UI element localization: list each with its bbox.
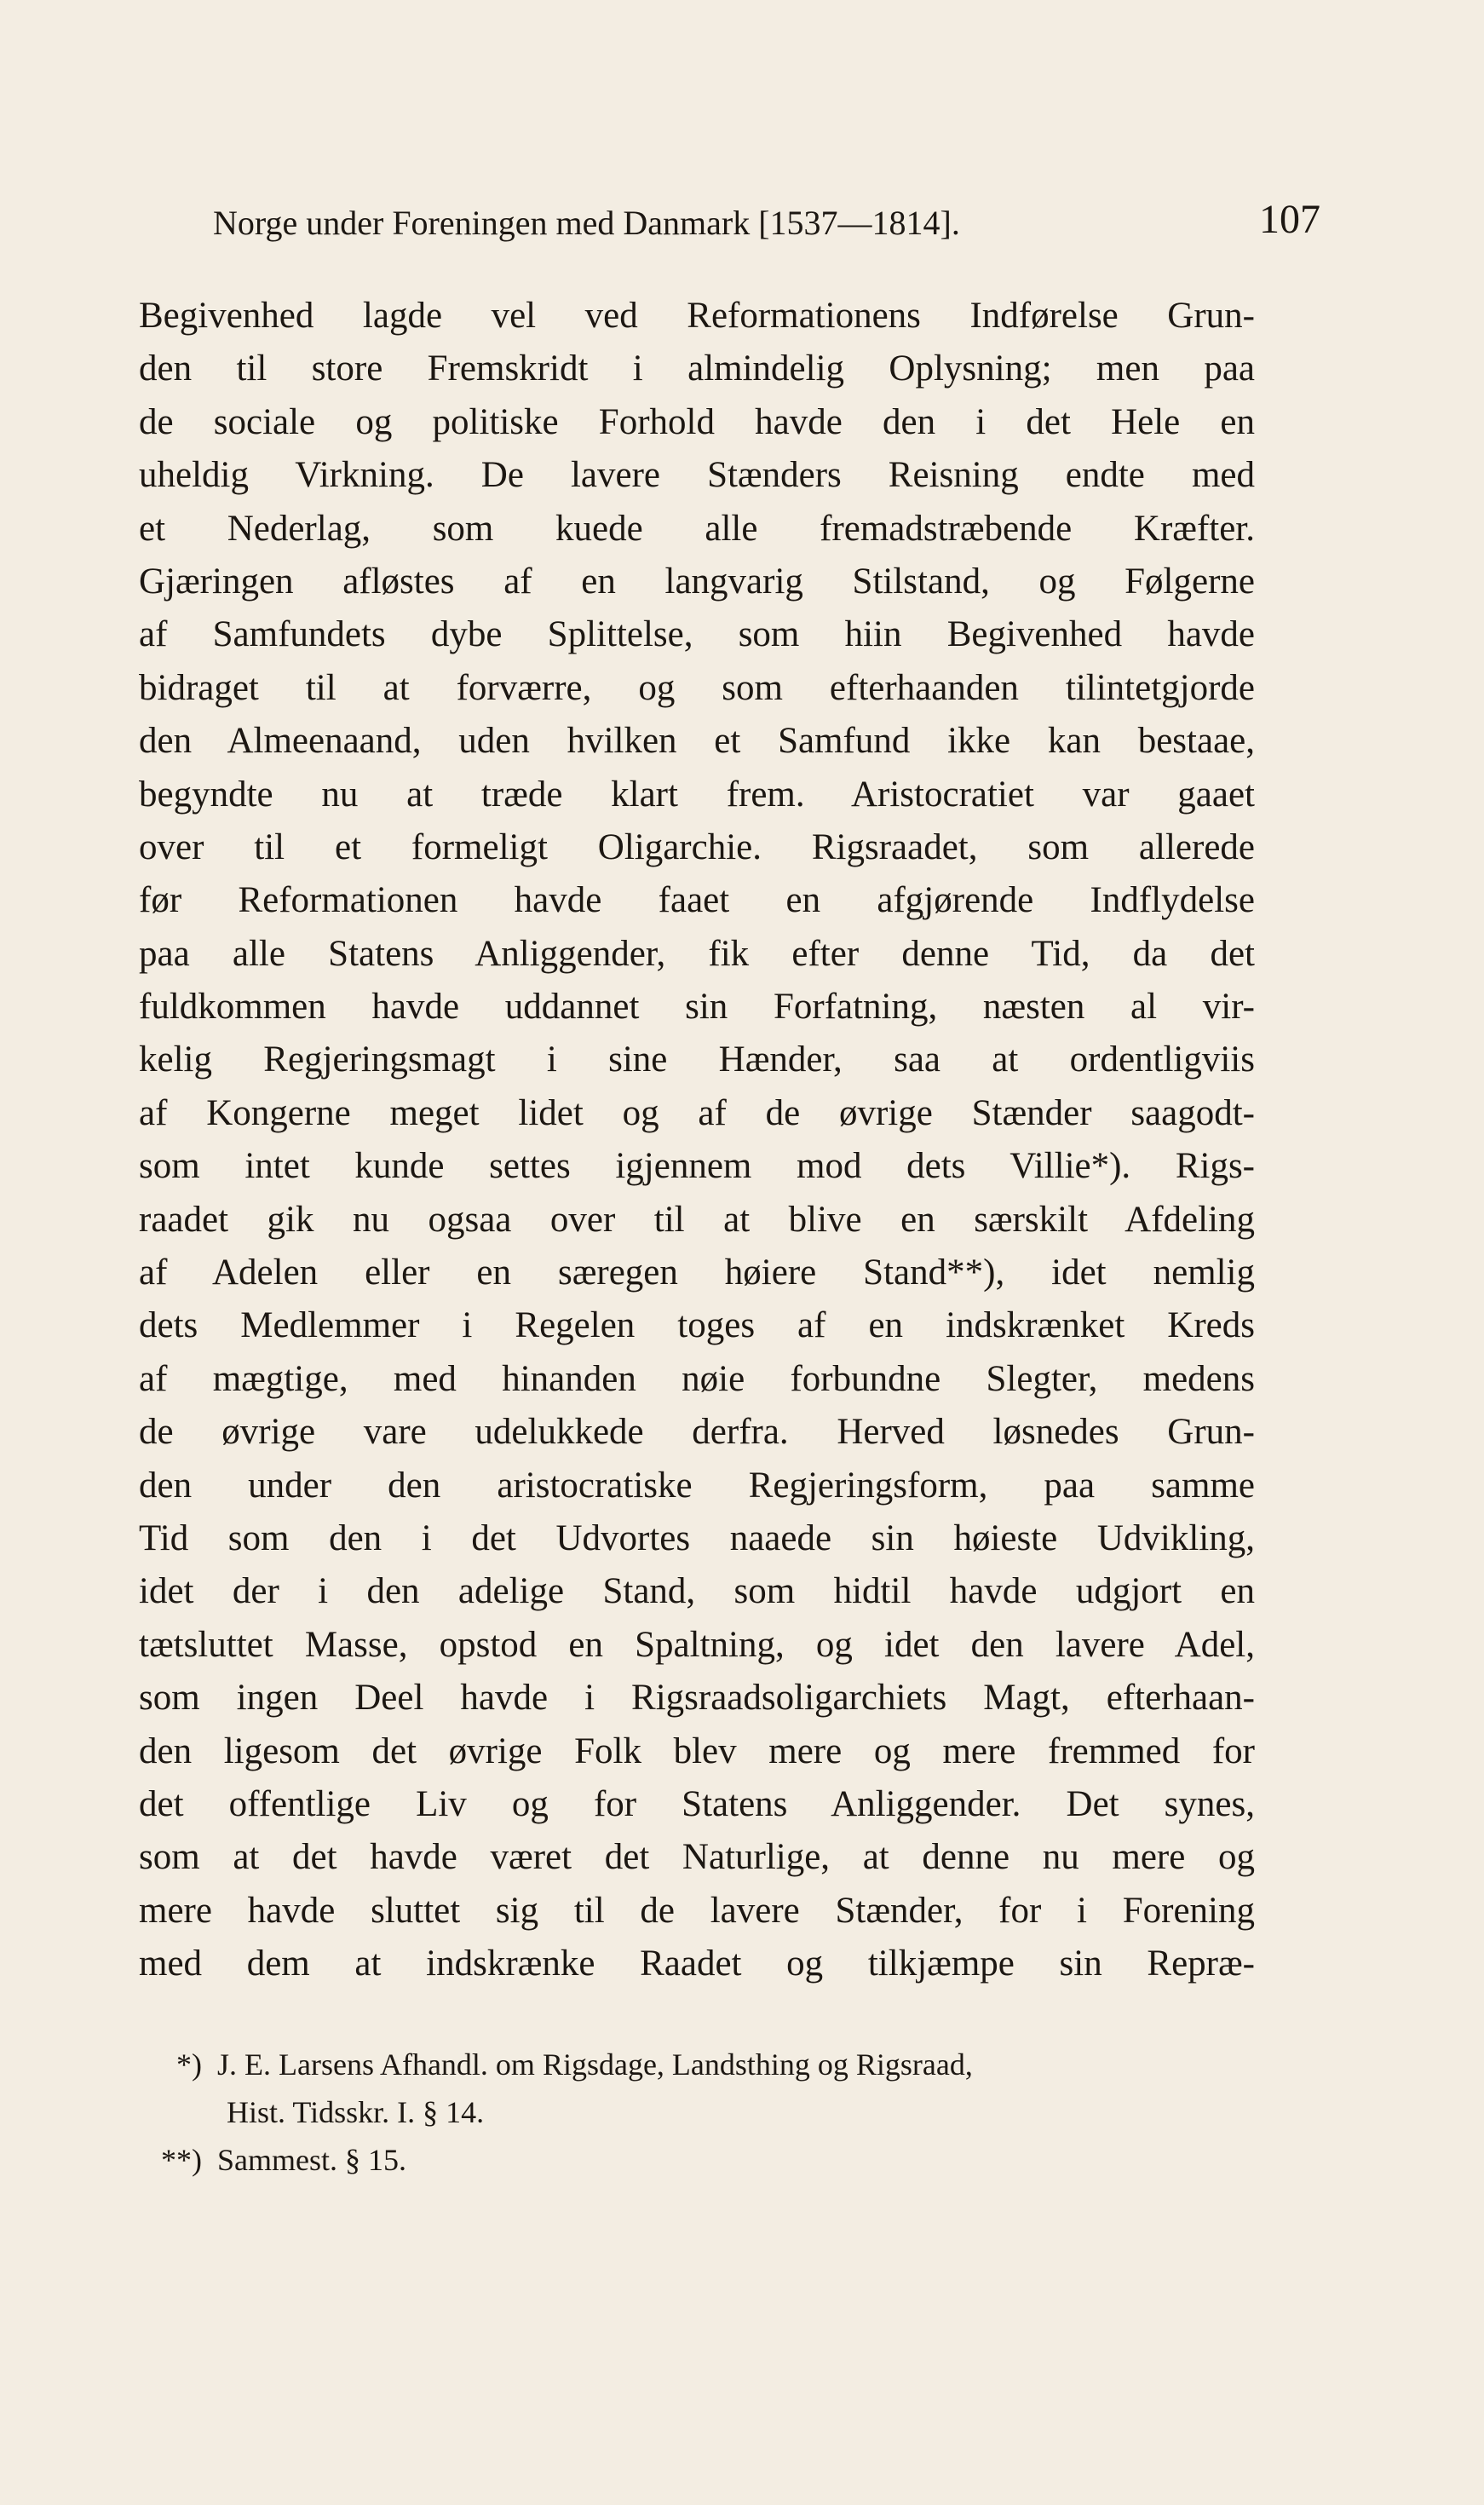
text-line: mere havde sluttet sig til de lavere Stænder, for i Forening — [139, 1890, 1255, 1931]
text-line: uheldig Virkning. De lavere Stænders Reisning endte med — [139, 455, 1255, 496]
text-line: de sociale og politiske Forhold havde den i det Hele en — [139, 401, 1255, 442]
text-line: bidraget til at forværre, og som efterhaanden tilintetgjorde — [139, 667, 1255, 708]
text-line: den ligesom det øvrige Folk blev mere og mere fremmed for — [139, 1730, 1255, 1771]
footnote-2 — [139, 2136, 1255, 2184]
text-line: som ingen Deel havde i Rigsraadsoligarchiets Magt, efterhaan- — [139, 1678, 1255, 1719]
footnotes — [139, 2041, 1255, 2184]
footnote-marker: *) — [176, 2047, 202, 2082]
text-line: et Nederlag, som kuede alle fremadstræbende Kræfter. — [139, 508, 1255, 549]
page-number: 107 — [1259, 197, 1320, 242]
text-line: dets Medlemmer i Regelen toges af en indskrænket Kreds — [139, 1305, 1255, 1346]
footnote-text: J. E. Larsens Afhandl. om Rigsdage, Landsthing og Rigsraad, — [217, 2047, 973, 2082]
text-line: de øvrige vare udelukkede derfra. Herved løsnedes Grun- — [139, 1412, 1255, 1453]
text-line: raadet gik nu ogsaa over til at blive en særskilt Afdeling — [139, 1199, 1255, 1240]
text-line: med dem at indskrænke Raadet og tilkjæmpe sin Repræ- — [139, 1944, 1255, 1984]
running-title: Norge under Foreningen med Danmark [1537—1814]. — [213, 204, 960, 242]
text-line: den Almeenaand, uden hvilken et Samfund ikke kan bestaae, — [139, 721, 1255, 762]
footnote-1-continuation: Hist. Tidsskr. I. § 14. — [227, 2095, 485, 2129]
text-line: den til store Fremskridt i almindelig Oplysning; men paa — [139, 348, 1255, 389]
footnote-marker: **) — [161, 2143, 202, 2177]
text-line: af Adelen eller en særegen høiere Stand**), idet nemlig — [139, 1252, 1255, 1293]
text-line: kelig Regjeringsmagt i sine Hænder, saa at ordentligviis — [139, 1039, 1255, 1080]
text-line: før Reformationen havde faaet en afgjørende Indflydelse — [139, 880, 1255, 921]
text-line: over til et formeligt Oligarchie. Rigsraadet, som allerede — [139, 826, 1255, 867]
text-line: som intet kunde settes igjennem mod dets Villie*). Rigs- — [139, 1146, 1255, 1187]
text-line: tætsluttet Masse, opstod en Spaltning, og idet den lavere Adel, — [139, 1624, 1255, 1665]
text-line: af mægtige, med hinanden nøie forbundne Slegter, medens — [139, 1358, 1255, 1399]
footnote-text: Sammest. § 15. — [217, 2143, 406, 2177]
text-line: det offentlige Liv og for Statens Anliggender. Det synes, — [139, 1783, 1255, 1824]
text-line: begyndte nu at træde klart frem. Aristocratiet var gaaet — [139, 774, 1255, 815]
text-line: den under den aristocratiske Regjeringsform, paa samme — [139, 1465, 1255, 1506]
text-line: af Samfundets dybe Splittelse, som hiin Begivenhed havde — [139, 614, 1255, 655]
text-line: som at det havde været det Naturlige, at denne nu mere og — [139, 1837, 1255, 1878]
text-line: Gjæringen afløstes af en langvarig Stilstand, og Følgerne — [139, 561, 1255, 602]
body-text — [139, 290, 1255, 1991]
page-header — [213, 198, 1320, 249]
text-line: paa alle Statens Anliggender, fik efter denne Tid, da det — [139, 933, 1255, 974]
text-line: fuldkommen havde uddannet sin Forfatning, næsten al vir- — [139, 987, 1255, 1028]
text-line: af Kongerne meget lidet og af de øvrige Stænder saagodt- — [139, 1092, 1255, 1133]
text-line: Begivenhed lagde vel ved Reformationens Indførelse Grun- — [139, 296, 1255, 336]
text-line: idet der i den adelige Stand, som hidtil havde udgjort en — [139, 1571, 1255, 1612]
text-line: Tid som den i det Udvortes naaede sin høieste Udvikling, — [139, 1517, 1255, 1558]
footnote-1 — [139, 2041, 1255, 2088]
